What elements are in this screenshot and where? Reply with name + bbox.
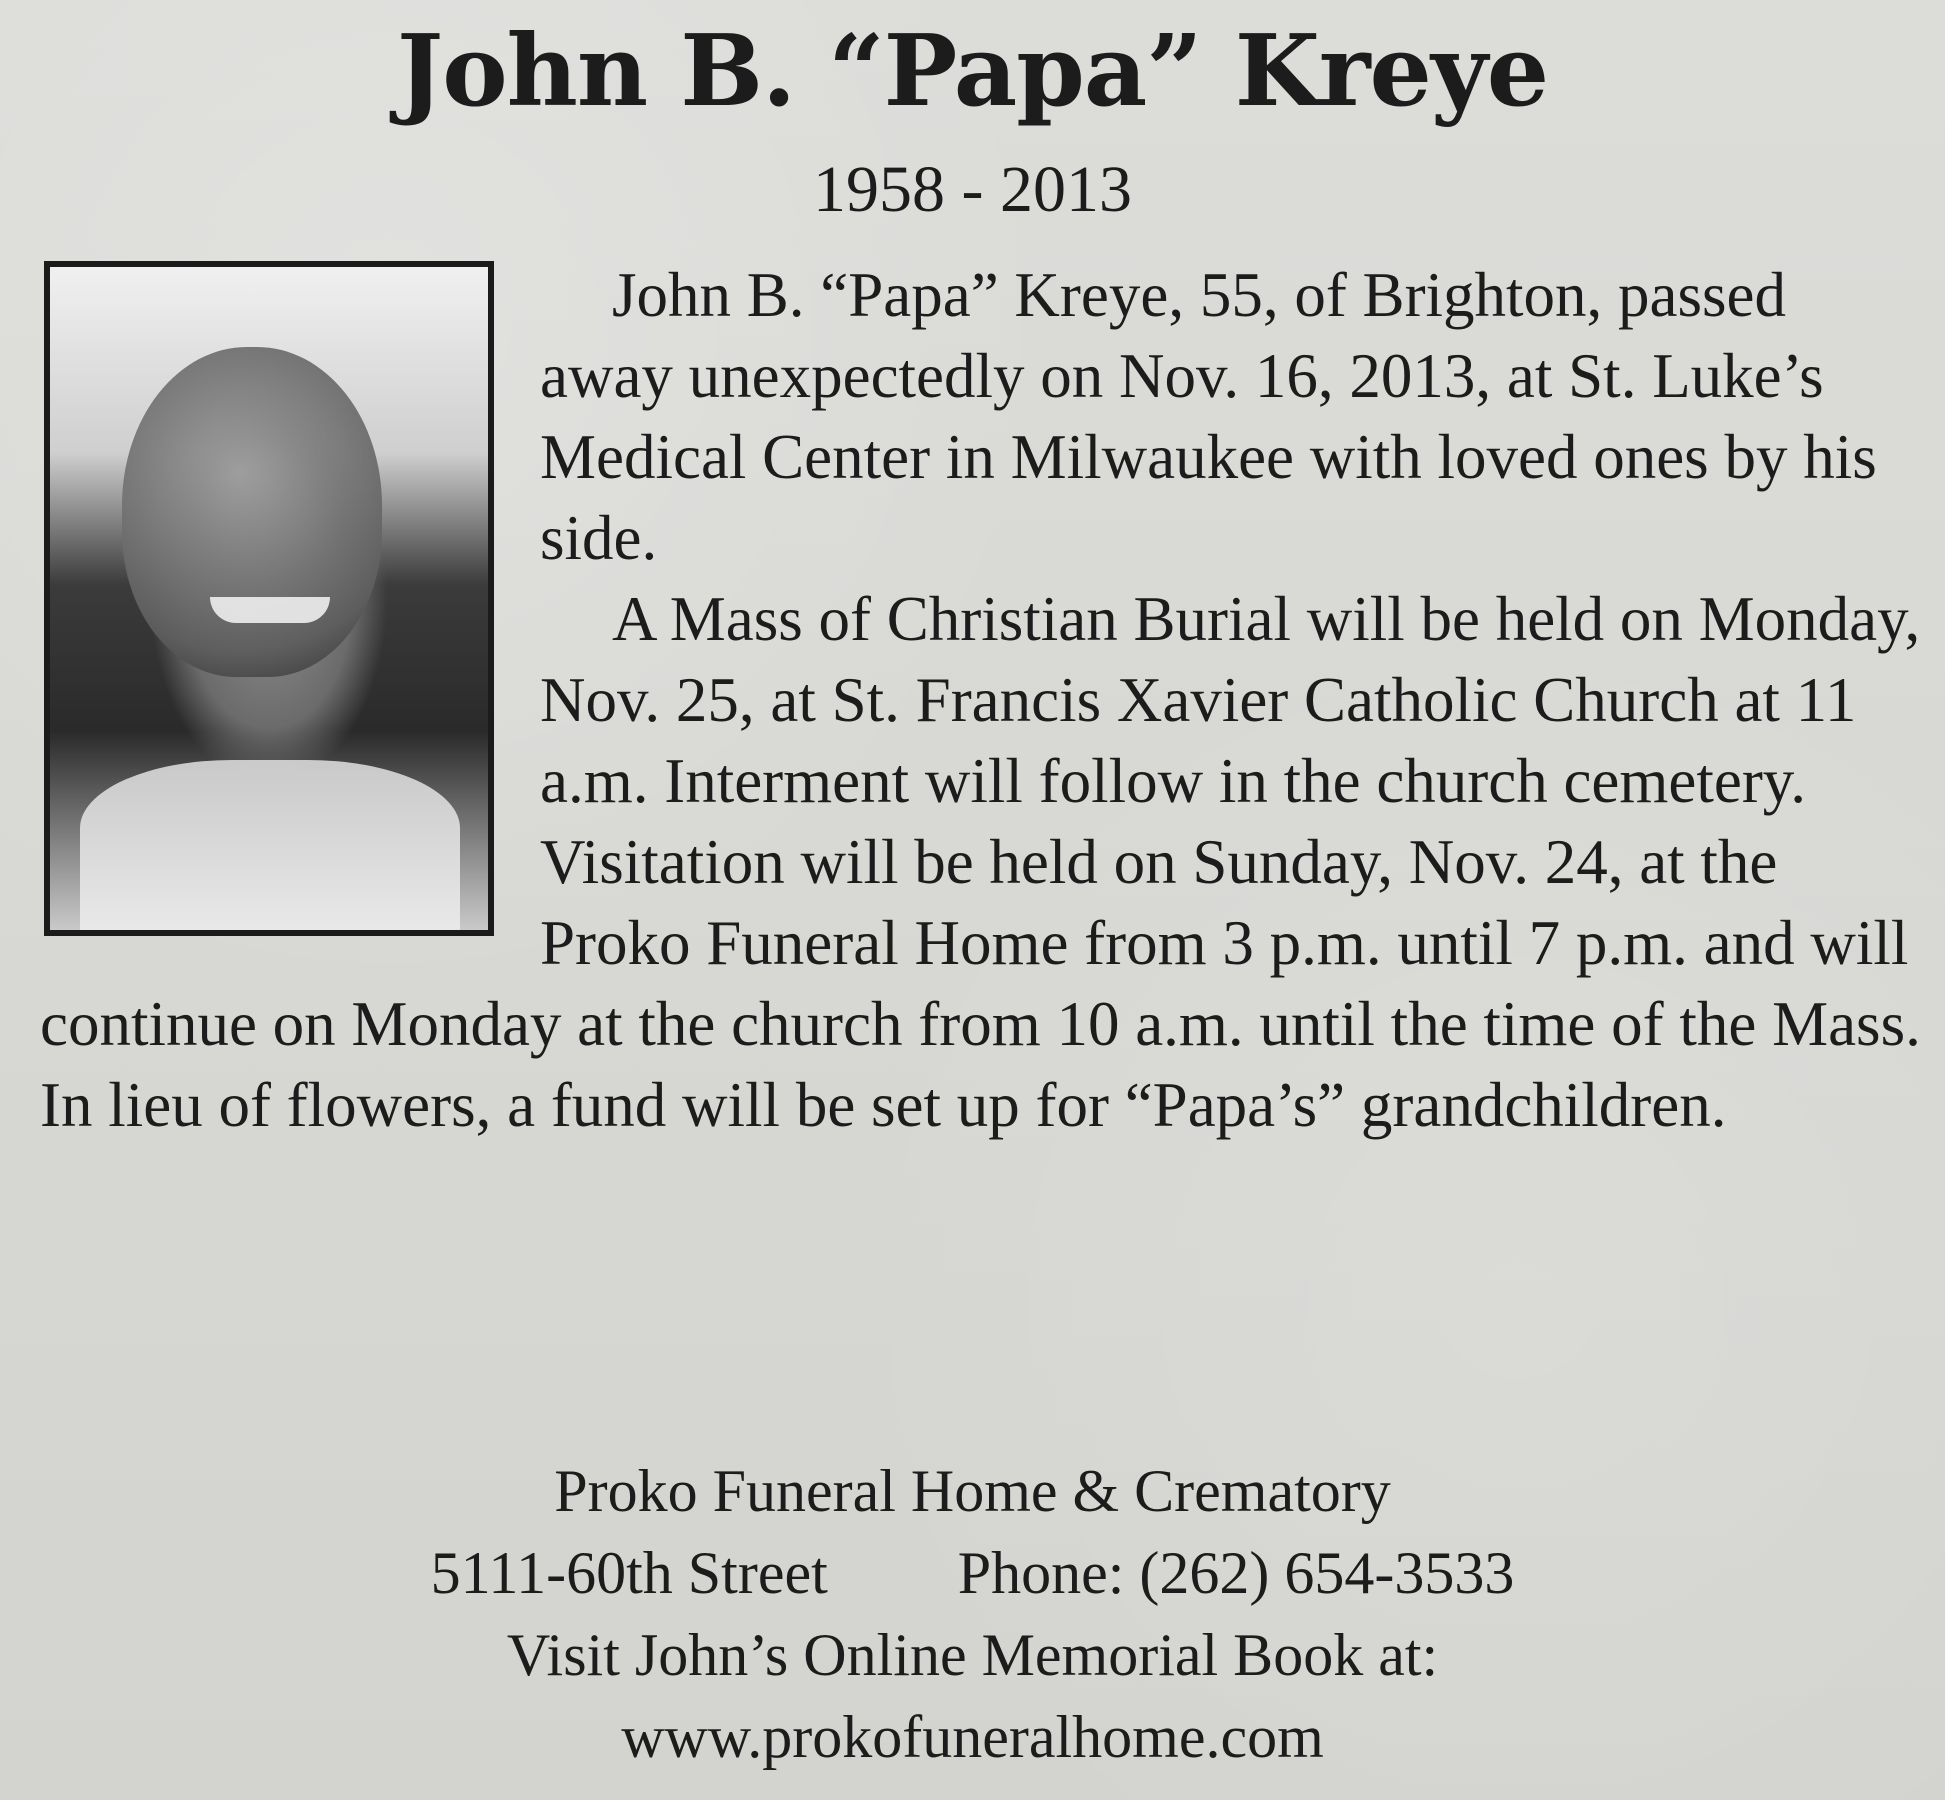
funeral-home-address: 5111-60th Street <box>430 1540 828 1606</box>
obituary-paragraph-2: A Mass of Christian Burial will be held on Monday, Nov. 25, at St. Francis Xavier Catholic Church at 11 a.m. Interment will follow in the church cemetery. Visitation will be held on Sunday, Nov. 24, at the Proko Funeral Home from 3 p.m. until 7 p.m. and will continue on Monday at the church from 10 a.m. until the time of the Mass. In lieu of flowers, a fund will be set up for “Papa’s” grandchildren. <box>40 584 1921 1140</box>
obituary-title: John B. “Papa” Kreye <box>396 14 1549 129</box>
portrait-shirt <box>80 760 460 930</box>
obituary-years: 1958 - 2013 <box>813 153 1132 226</box>
portrait-smile <box>210 597 330 623</box>
funeral-home-name: Proko Funeral Home & Crematory <box>554 1458 1391 1524</box>
memorial-book-text: Visit John’s Online Memorial Book at: <box>506 1622 1439 1688</box>
portrait-photo <box>44 261 494 936</box>
obituary-body <box>40 255 1925 1146</box>
funeral-home-phone: Phone: (262) 654-3533 <box>957 1540 1515 1606</box>
funeral-home-footer <box>0 1450 1945 1778</box>
obituary-paragraph-1: John B. “Papa” Kreye, 55, of Brighton, passed away unexpectedly on Nov. 16, 2013, at St. Luke’s Medical Center in Milwaukee with loved ones by his side. <box>540 260 1877 573</box>
funeral-home-website: www.prokofuneralhome.com <box>621 1704 1324 1770</box>
portrait-head <box>122 347 382 677</box>
funeral-home-contact-row <box>0 1532 1945 1614</box>
